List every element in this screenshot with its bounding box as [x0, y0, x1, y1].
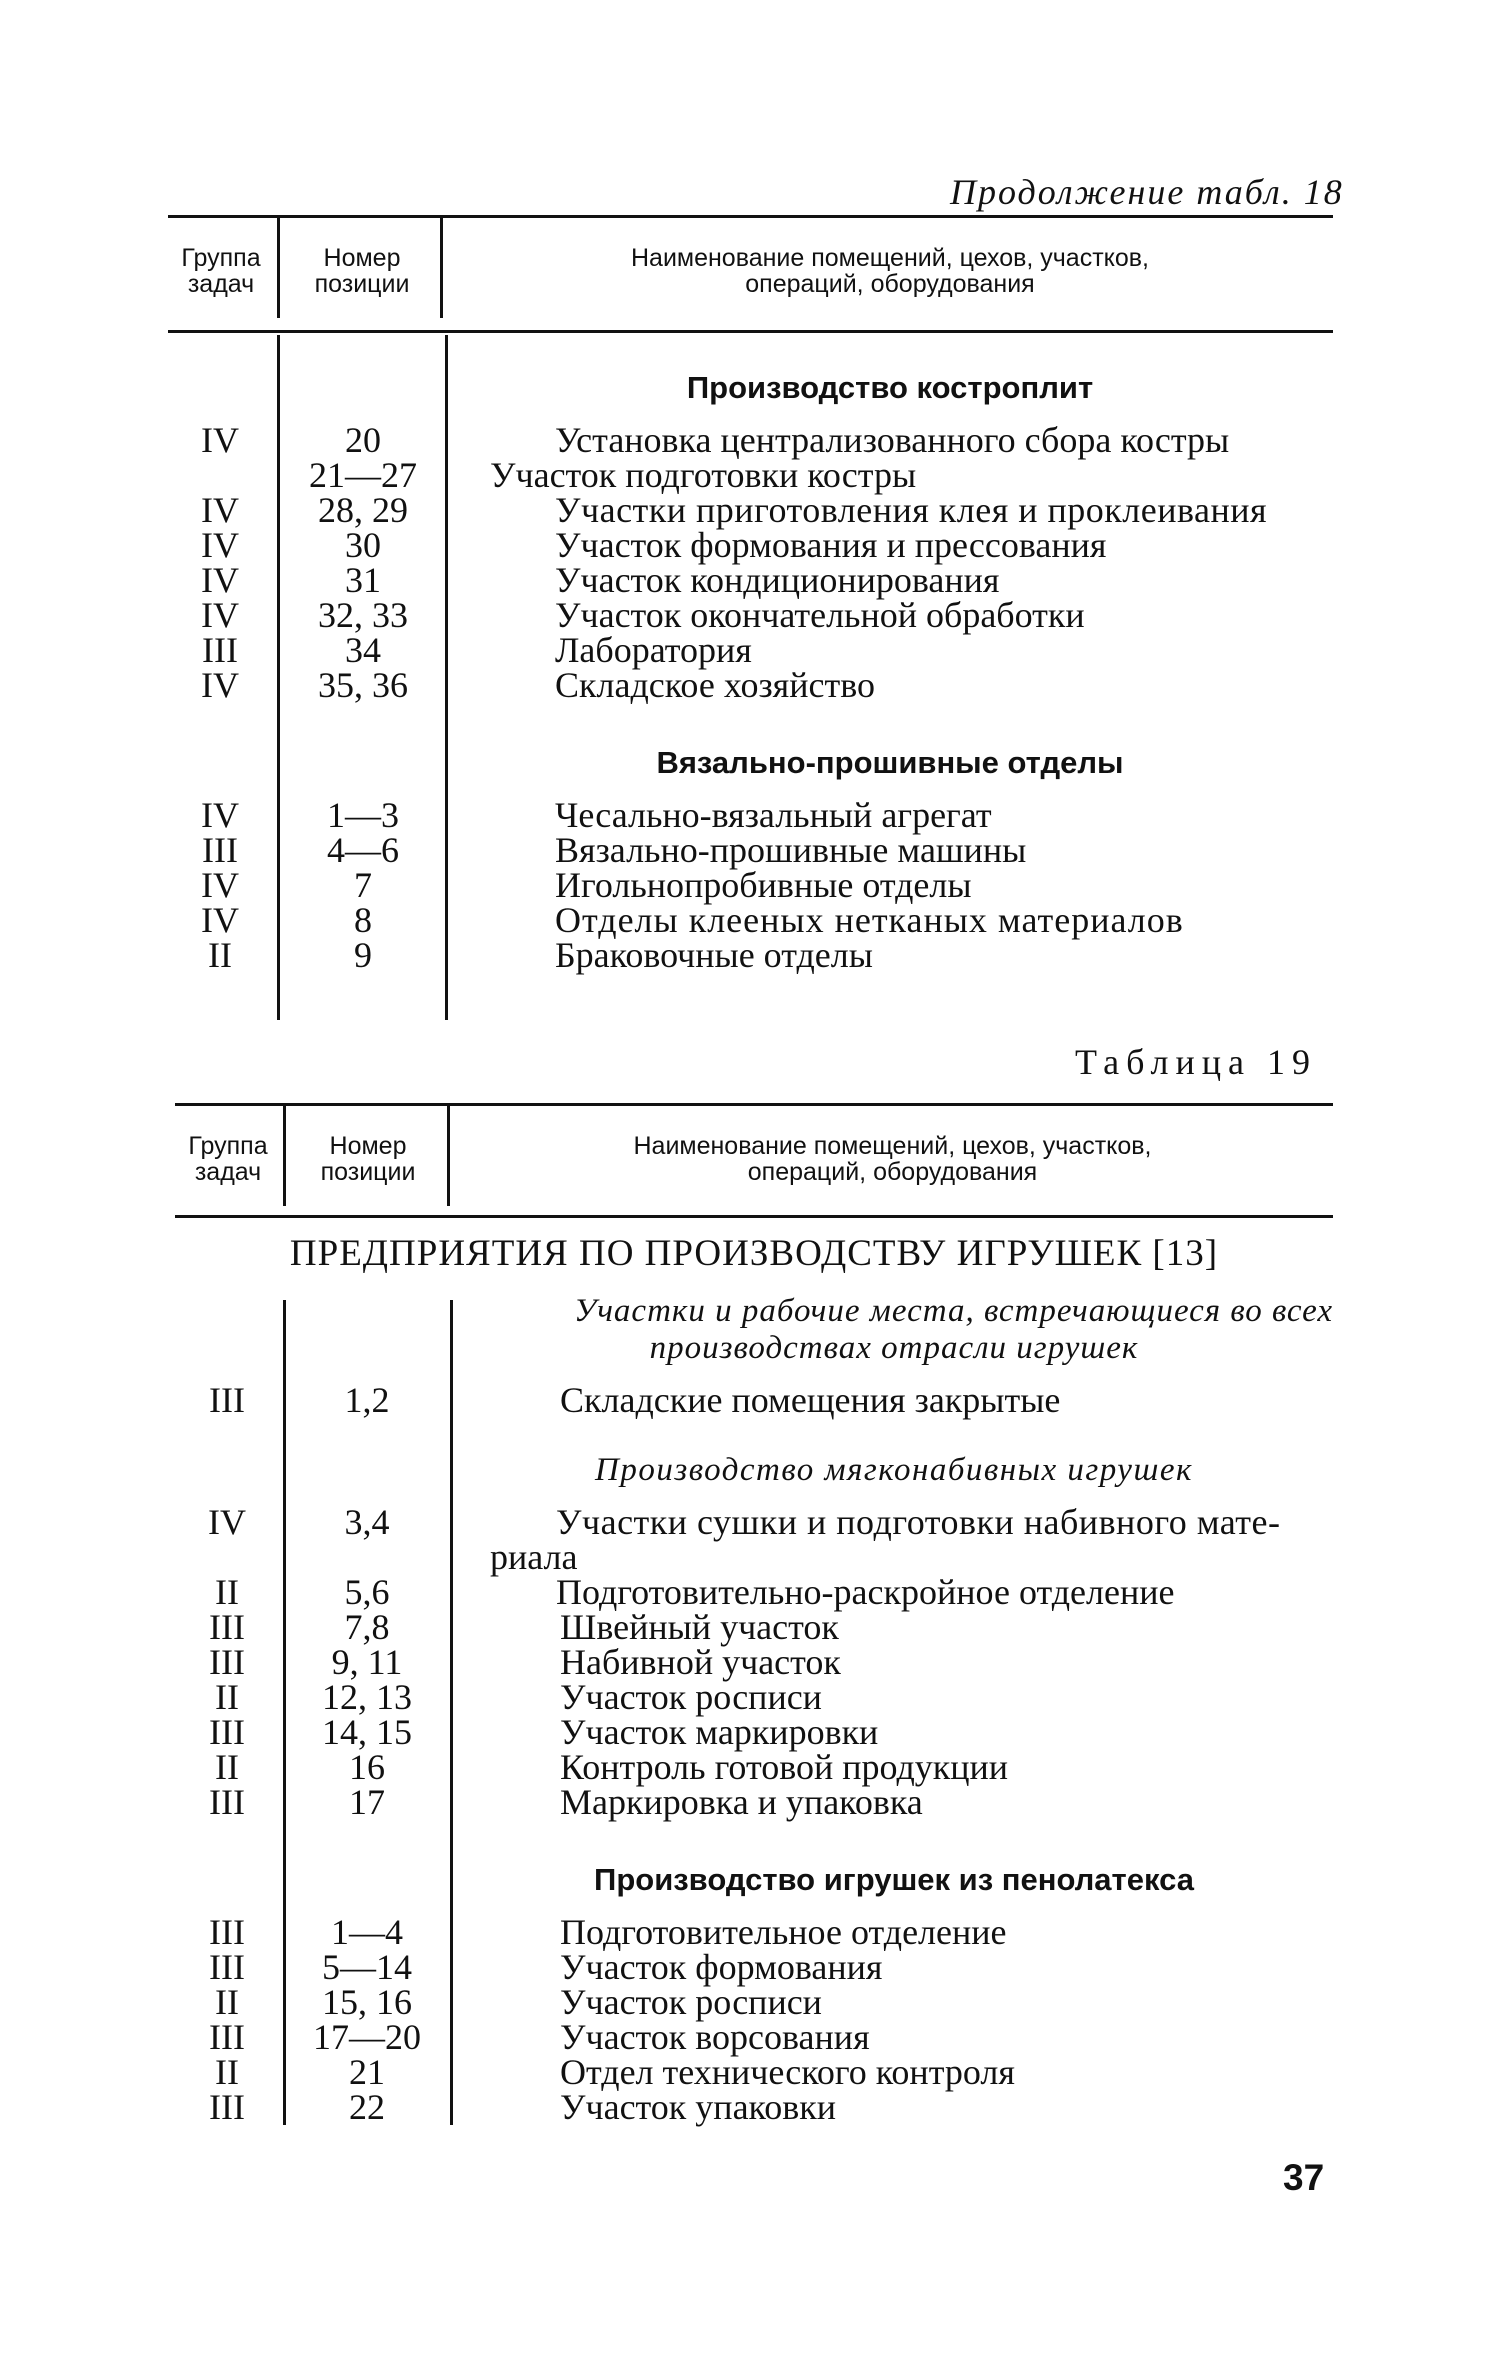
header-group-line2: задач: [194, 1158, 262, 1186]
position-cell: 1—4: [331, 1912, 403, 1952]
header-group-line1: Группа: [181, 244, 261, 272]
header-position-line2: позиции: [314, 270, 410, 298]
table-row: [0, 795, 1499, 835]
table-row: [0, 2017, 1499, 2057]
group-cell: III: [209, 2087, 245, 2127]
name-cell: Вязально-прошивные машины: [555, 830, 1027, 870]
table-row: [0, 560, 1499, 600]
table-row: [0, 665, 1499, 705]
section-title-latex-toys: Производство игрушек из пенолатекса: [594, 1862, 1194, 1897]
group-cell: III: [209, 2017, 245, 2057]
position-cell: 21: [349, 2052, 385, 2092]
name-cell: Участок росписи: [560, 1677, 822, 1717]
table-row: [0, 1782, 1499, 1822]
table-row: [0, 830, 1499, 870]
group-cell: III: [209, 1912, 245, 1952]
header-group-line2: задач: [187, 270, 255, 298]
group-cell: III: [202, 830, 238, 870]
group-cell: IV: [201, 595, 239, 635]
section-title-knitting: Вязально-прошивные отделы: [656, 745, 1124, 780]
name-cell: Складское хозяйство: [555, 665, 875, 705]
name-cell: Участок маркировки: [560, 1712, 879, 1752]
table18-header-name: [450, 245, 1330, 297]
table-row: [0, 595, 1499, 635]
table19-top-rule: [175, 1103, 1333, 1106]
group-cell: III: [209, 1947, 245, 1987]
table-row: [0, 1380, 1499, 1420]
header-position-line1: Номер: [323, 244, 401, 272]
table-row: [0, 1607, 1499, 1647]
table-row: [0, 1712, 1499, 1752]
position-cell: 35, 36: [318, 665, 408, 705]
section-title-common-line1: Участки и рабочие места, встречающиеся во всех: [573, 1293, 1333, 1329]
section-title-soft-toys: Производство мягконабивных игрушек: [595, 1452, 1193, 1488]
name-cell: Подготовительное отделение: [560, 1912, 1007, 1952]
table-row: [0, 2052, 1499, 2092]
position-cell: 9: [354, 935, 372, 975]
group-cell: II: [215, 2052, 239, 2092]
name-cell: Отдел технического контроля: [560, 2052, 1015, 2092]
table-row: [0, 900, 1499, 940]
name-cell: Отделы клееных нетканых материалов: [555, 900, 1184, 940]
table18-top-rule: [168, 215, 1333, 218]
group-cell: III: [202, 630, 238, 670]
name-cell: Складские помещения закрытые: [560, 1380, 1061, 1420]
name-cell: Участок ворсования: [560, 2017, 870, 2057]
header-name-line2: операций, оборудования: [747, 1158, 1038, 1186]
position-cell: 1—3: [327, 795, 399, 835]
group-cell: II: [215, 1677, 239, 1717]
header-group-line1: Группа: [188, 1132, 268, 1160]
name-cell: Швейный участок: [560, 1607, 839, 1647]
position-cell: 15, 16: [322, 1982, 412, 2022]
table18-header-rule: [168, 330, 1333, 333]
position-cell: 1,2: [344, 1380, 390, 1420]
group-cell: IV: [201, 525, 239, 565]
position-cell: 7: [354, 865, 372, 905]
table19-main-title: ПРЕДПРИЯТИЯ ПО ПРОИЗВОДСТВУ ИГРУШЕК [13]: [289, 1233, 1219, 1274]
name-cell: Участок формования и прессования: [555, 525, 1107, 565]
table19-header-rule: [175, 1215, 1333, 1218]
position-cell: 8: [354, 900, 372, 940]
table-row: [0, 1502, 1499, 1542]
table-row: [0, 1747, 1499, 1787]
table18-header-position: [286, 245, 438, 297]
table-row: [0, 1982, 1499, 2022]
group-cell: IV: [201, 900, 239, 940]
table19-header-position: [292, 1133, 444, 1185]
group-cell: IV: [201, 795, 239, 835]
position-cell: 7,8: [344, 1607, 390, 1647]
group-cell: III: [209, 1642, 245, 1682]
name-cell: Набивной участок: [560, 1642, 841, 1682]
continuation-caption: Продолжение табл. 18: [950, 172, 1344, 212]
position-cell: 32, 33: [318, 595, 408, 635]
position-cell: 16: [349, 1747, 385, 1787]
table-row-continuation: [0, 1537, 1499, 1577]
table-row: [0, 935, 1499, 975]
table18-header-group: [165, 245, 277, 297]
table-row: [0, 490, 1499, 530]
table18-header-divider-1: [277, 218, 280, 318]
position-cell: 14, 15: [322, 1712, 412, 1752]
name-cell: Участок подготовки костры: [490, 455, 917, 495]
position-cell: 21—27: [309, 455, 417, 495]
position-cell: 9, 11: [331, 1642, 403, 1682]
header-name-line2: операций, оборудования: [745, 270, 1035, 298]
position-cell: 17—20: [313, 2017, 421, 2057]
section-title-common: [455, 1293, 1333, 1367]
table19-caption: Таблица 19: [1075, 1042, 1317, 1082]
table18-header-divider-2: [440, 218, 443, 318]
group-cell: IV: [201, 665, 239, 705]
header-position-line2: позиции: [320, 1158, 416, 1186]
section-title-kostroplit: Производство костроплит: [686, 370, 1094, 405]
section-title-common-line2: производствах отрасли игрушек: [649, 1330, 1139, 1366]
table19-header-divider-2: [447, 1106, 450, 1206]
group-cell: III: [209, 1782, 245, 1822]
group-cell: IV: [201, 560, 239, 600]
group-cell: II: [215, 1747, 239, 1787]
group-cell: IV: [201, 490, 239, 530]
group-cell: IV: [208, 1502, 246, 1542]
name-cell: Игольнопробивные отделы: [555, 865, 972, 905]
name-cell: Подготовительно-раскройное отделение: [556, 1572, 1175, 1612]
name-cell: Лаборатория: [555, 630, 752, 670]
name-cell: Участок росписи: [560, 1982, 822, 2022]
name-cell: Браковочные отделы: [555, 935, 873, 975]
name-cell: Участок окончательной обработки: [555, 595, 1085, 635]
name-cell: Участок формования: [560, 1947, 883, 1987]
group-cell: III: [209, 1380, 245, 1420]
table19-header-group: [172, 1133, 284, 1185]
header-name-line1: Наименование помещений, цехов, участков,: [633, 1132, 1152, 1160]
table-row: [0, 1912, 1499, 1952]
position-cell: 12, 13: [322, 1677, 412, 1717]
table-row: [0, 865, 1499, 905]
group-cell: III: [209, 1607, 245, 1647]
header-name-line1: Наименование помещений, цехов, участков,: [630, 244, 1150, 272]
name-cell: Чесально-вязальный агрегат: [555, 795, 992, 835]
header-position-line1: Номер: [329, 1132, 407, 1160]
name-cell-continuation: риала: [490, 1537, 578, 1577]
group-cell: IV: [201, 865, 239, 905]
group-cell: IV: [201, 420, 239, 460]
table-row: [0, 1642, 1499, 1682]
position-cell: 22: [349, 2087, 385, 2127]
name-cell: Установка централизованного сбора костры: [555, 420, 1230, 460]
table-row: [0, 420, 1499, 460]
table-row: [0, 630, 1499, 670]
group-cell: II: [215, 1572, 239, 1612]
name-cell: Участки сушки и подготовки набивного мате-: [556, 1502, 1281, 1542]
group-cell: II: [208, 935, 232, 975]
table-row: [0, 2087, 1499, 2127]
position-cell: 4—6: [327, 830, 399, 870]
position-cell: 31: [345, 560, 381, 600]
position-cell: 20: [345, 420, 381, 460]
group-cell: II: [215, 1982, 239, 2022]
page-number: 37: [1283, 2157, 1325, 2198]
position-cell: 30: [345, 525, 381, 565]
name-cell: Маркировка и упаковка: [560, 1782, 923, 1822]
table-row: [0, 525, 1499, 565]
position-cell: 5,6: [344, 1572, 390, 1612]
name-cell: Участок упаковки: [560, 2087, 836, 2127]
name-cell: Участки приготовления клея и проклеивания: [555, 490, 1268, 530]
table-row: [0, 1572, 1499, 1612]
name-cell: Контроль готовой продукции: [560, 1747, 1009, 1787]
position-cell: 17: [349, 1782, 385, 1822]
table-row: [0, 455, 1499, 495]
table-row: [0, 1947, 1499, 1987]
table19-header-divider-1: [283, 1106, 286, 1206]
position-cell: 5—14: [322, 1947, 412, 1987]
group-cell: III: [209, 1712, 245, 1752]
position-cell: 3,4: [344, 1502, 390, 1542]
table-row: [0, 1677, 1499, 1717]
position-cell: 34: [345, 630, 381, 670]
name-cell: Участок кондиционирования: [555, 560, 1000, 600]
position-cell: 28, 29: [318, 490, 408, 530]
table19-header-name: [455, 1133, 1330, 1185]
